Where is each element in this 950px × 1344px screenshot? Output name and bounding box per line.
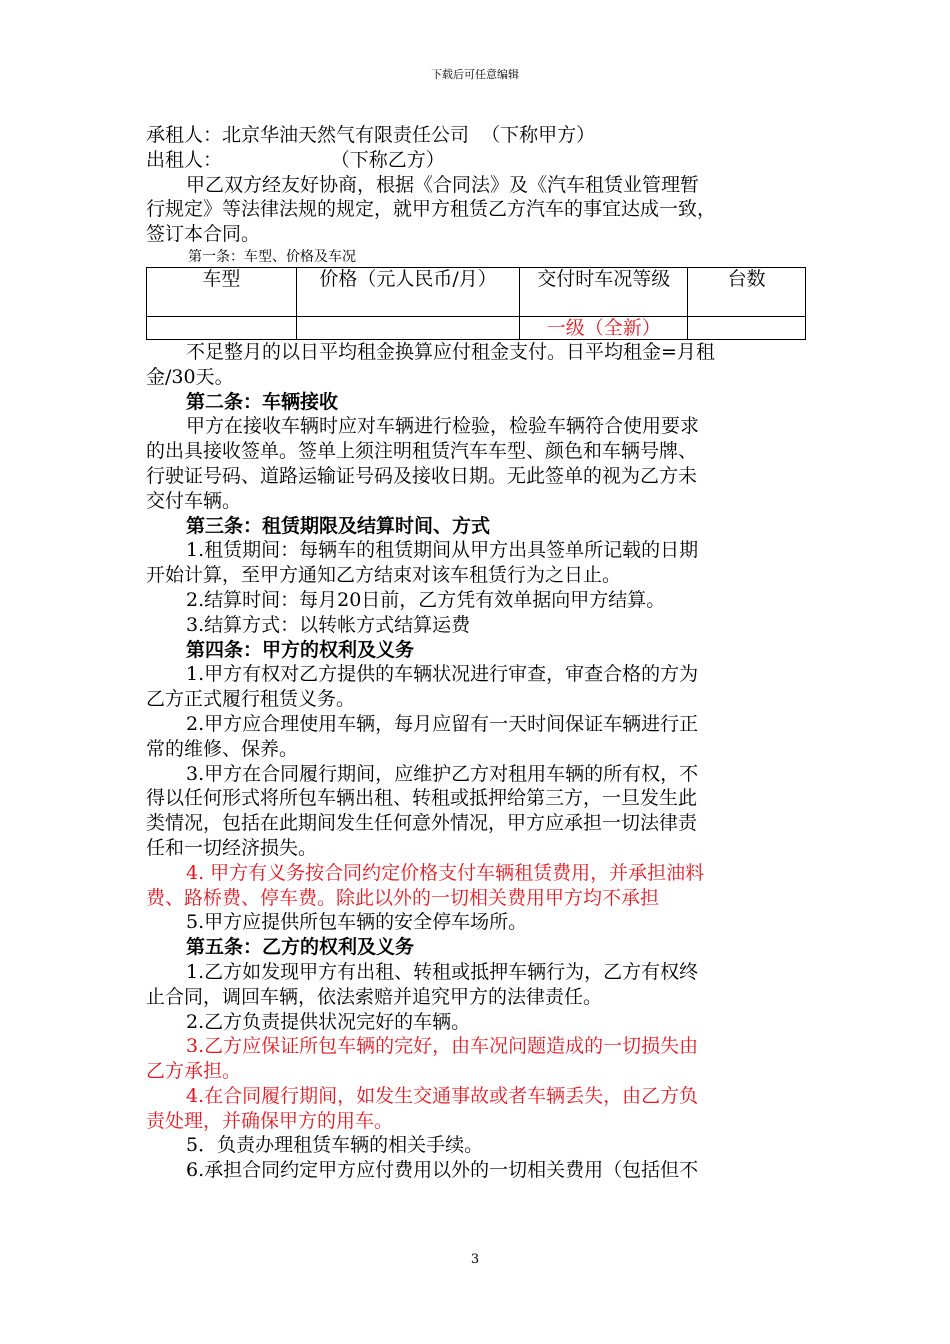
article-4-item-4b: 费、路桥费、停车费。除此以外的一切相关费用甲方均不承担 <box>146 886 660 909</box>
article-4-item-3d: 任和一切经济损失。 <box>146 836 318 859</box>
table-row <box>147 316 806 339</box>
article-3-item-1b: 开始计算，至甲方通知乙方结束对该车租赁行为之日止。 <box>146 564 622 587</box>
article-4-item-5: 5.甲方应提供所包车辆的安全停车场所。 <box>186 911 528 934</box>
preamble-line-2: 行规定》等法律法规的规定，就甲方租赁乙方汽车的事宜达成一致， <box>146 198 717 221</box>
article-3-item-3: 3.结算方式：以转帐方式结算运费 <box>186 613 471 636</box>
lessee-line: 承租人：北京华油天然气有限责任公司 （下称甲方） <box>146 124 596 146</box>
article-5-item-1b: 止合同，调回车辆，依法索赔并追究甲方的法律责任。 <box>146 985 603 1008</box>
article-5-item-2: 2.乙方负责提供状况完好的车辆。 <box>186 1010 471 1033</box>
table-cell <box>296 316 520 339</box>
article-3-item-1a: 1.租赁期间：每辆车的租赁期间从甲方出具签单所记载的日期 <box>186 539 699 562</box>
table-header-cell: 台数 <box>688 267 806 316</box>
article-5-item-5: 5．负责办理租赁车辆的相关手续。 <box>186 1134 484 1157</box>
article-4-item-3a: 3.甲方在合同履行期间，应维护乙方对租用车辆的所有权，不 <box>186 762 699 785</box>
article-2-text-3: 行驶证号码、道路运输证号码及接收日期。无此签单的视为乙方未 <box>146 464 698 487</box>
table-header-cell: 车型 <box>147 267 297 316</box>
article-5-item-3a: 3.乙方应保证所包车辆的完好，由车况问题造成的一切损失由 <box>186 1035 699 1058</box>
article-4-item-2a: 2.甲方应合理使用车辆，每月应留有一天时间保证车辆进行正 <box>186 712 699 735</box>
table-header-cell: 价格（元人民币/月） <box>296 267 520 316</box>
article-2-text-1: 甲方在接收车辆时应对车辆进行检验，检验车辆符合使用要求 <box>186 415 700 438</box>
article-5-item-4a: 4.在合同履行期间，如发生交通事故或者车辆丢失，由乙方负 <box>186 1084 699 1107</box>
vehicle-spec-table <box>146 267 806 340</box>
preamble-line-1: 甲乙双方经友好协商，根据《合同法》及《汽车租赁业管理暂 <box>186 173 700 196</box>
article-4-item-1a: 1.甲方有权对乙方提供的车辆状况进行审查，审查合格的方为 <box>186 663 699 686</box>
article-1-text-2: 金/30天。 <box>146 365 234 388</box>
article-5-item-1a: 1.乙方如发现甲方有出租、转租或抵押车辆行为，乙方有权终 <box>186 960 699 983</box>
article-5-item-6: 6.承担合同约定甲方应付费用以外的一切相关费用（包括但不 <box>186 1159 699 1182</box>
article-1-text-1: 不足整月的以日平均租金换算应付租金支付。日平均租金=月租 <box>186 340 715 363</box>
article-3-item-2: 2.结算时间：每月20日前，乙方凭有效单据向甲方结算。 <box>186 588 666 611</box>
article-2-text-2: 的出具接收签单。签单上须注明租赁汽车车型、颜色和车辆号牌、 <box>146 440 698 463</box>
table-header-cell: 交付时车况等级 <box>520 267 688 316</box>
article-3-title: 第三条：租赁期限及结算时间、方式 <box>186 514 491 537</box>
table-cell <box>147 316 297 339</box>
article-5-item-4b: 责处理，并确保甲方的用车。 <box>146 1109 394 1132</box>
preamble-line-3: 签订本合同。 <box>146 223 261 246</box>
article-4-item-4a: 4. 甲方有义务按合同约定价格支付车辆租赁费用，并承担油料 <box>186 861 705 884</box>
article-4-item-1b: 乙方正式履行租赁义务。 <box>146 688 356 711</box>
article-2-title: 第二条：车辆接收 <box>186 390 339 413</box>
page-header-note: 下载后可任意编辑 <box>431 68 519 81</box>
article-2-text-4: 交付车辆。 <box>146 489 242 512</box>
article-4-title: 第四条：甲方的权利及义务 <box>186 638 415 661</box>
article-1-title: 第一条：车型、价格及车况 <box>188 248 356 265</box>
article-5-title: 第五条：乙方的权利及义务 <box>186 936 415 959</box>
page-number: 3 <box>470 1252 480 1267</box>
article-4-item-3c: 类情况，包括在此期间发生任何意外情况，甲方应承担一切法律责 <box>146 812 698 835</box>
article-5-item-3b: 乙方承担。 <box>146 1060 242 1083</box>
article-4-item-3b: 得以任何形式将所包车辆出租、转租或抵押给第三方，一旦发生此 <box>146 787 698 810</box>
article-4-item-2b: 常的维修、保养。 <box>146 737 299 760</box>
table-header-row <box>147 267 806 316</box>
lessor-line: 出租人： （下称乙方） <box>146 148 445 171</box>
table-cell-condition: 一级（全新） <box>520 316 688 339</box>
contract-body <box>146 123 814 1183</box>
table-cell <box>688 316 806 339</box>
